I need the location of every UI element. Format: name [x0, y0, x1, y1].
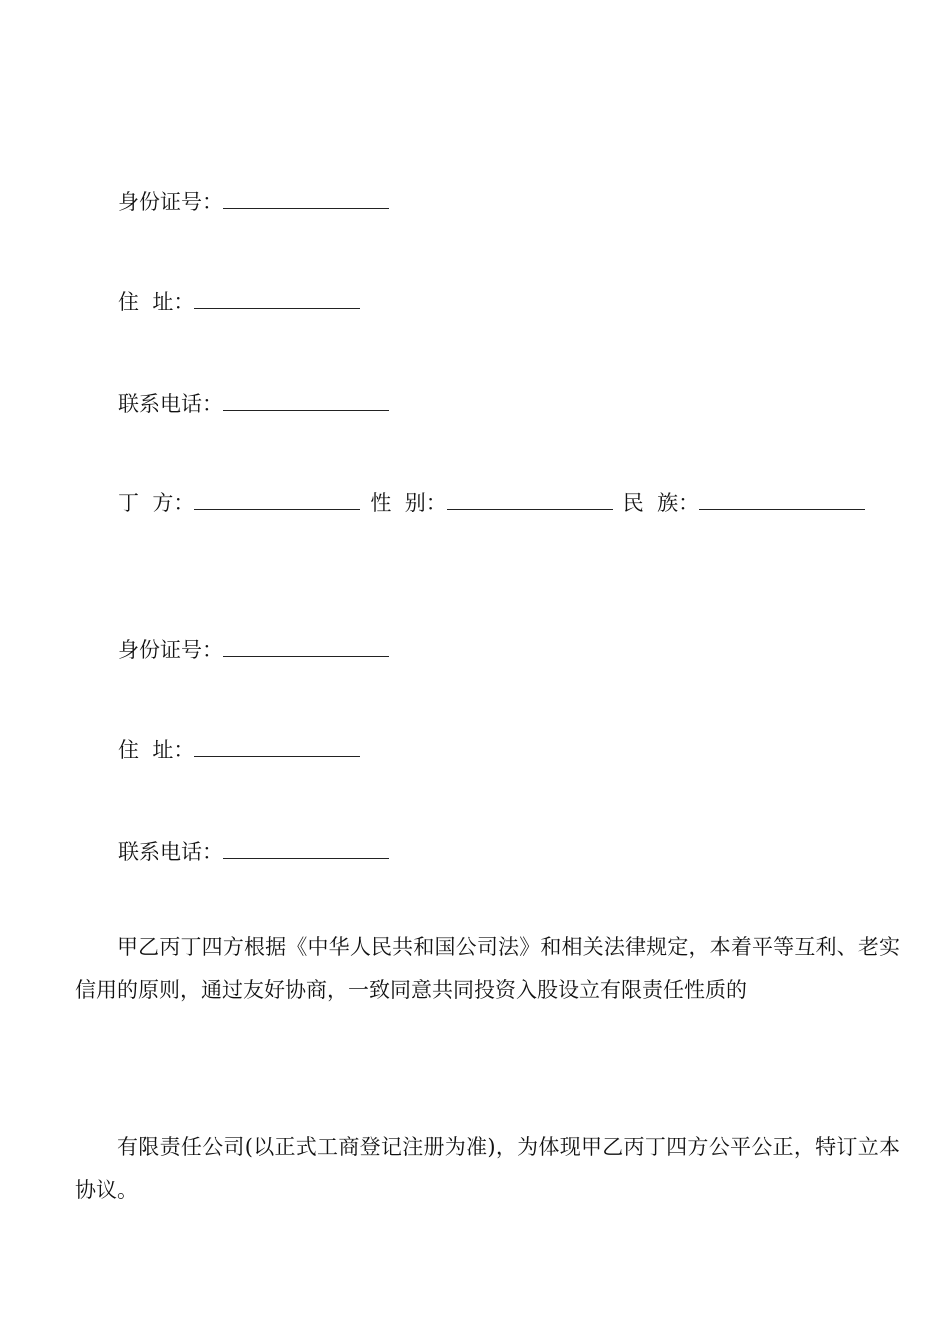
party3-id-number-row: [118, 188, 389, 216]
id-number-blank: [223, 636, 389, 657]
id-number-label: 身份证号：: [118, 638, 223, 662]
agreement-paragraph-2: 有限责任公司(以正式工商登记注册为准)，为体现甲乙丙丁四方公平公正，特订立本协议。: [75, 1135, 900, 1202]
party-name-blank: [194, 489, 360, 510]
ethnicity-label: 民 族：: [622, 491, 700, 515]
ethnicity-blank: [699, 489, 865, 510]
id-number-label: 身份证号：: [118, 190, 223, 214]
party3-phone-row: [118, 390, 389, 418]
party4-header-row: [118, 489, 865, 517]
phone-label: 联系电话：: [118, 392, 223, 416]
gender-blank: [447, 489, 613, 510]
address-label: 住 址：: [118, 290, 195, 314]
party4-phone-row: [118, 838, 389, 866]
gender-label: 性 别：: [370, 491, 447, 515]
phone-blank: [223, 838, 389, 859]
party-label: 丁 方：: [118, 491, 195, 515]
address-blank: [194, 288, 360, 309]
address-blank: [194, 736, 360, 757]
phone-blank: [223, 390, 389, 411]
party4-id-number-row: [118, 636, 389, 664]
party4-address-row: [118, 736, 360, 764]
phone-label: 联系电话：: [118, 840, 223, 864]
address-label: 住 址：: [118, 738, 195, 762]
party3-address-row: [118, 288, 360, 316]
agreement-paragraph-1: 甲乙丙丁四方根据《中华人民共和国公司法》和相关法律规定，本着平等互利、老实信用的原则，通过友好协商，一致同意共同投资入股设立有限责任性质的: [75, 935, 900, 1002]
id-number-blank: [223, 188, 389, 209]
